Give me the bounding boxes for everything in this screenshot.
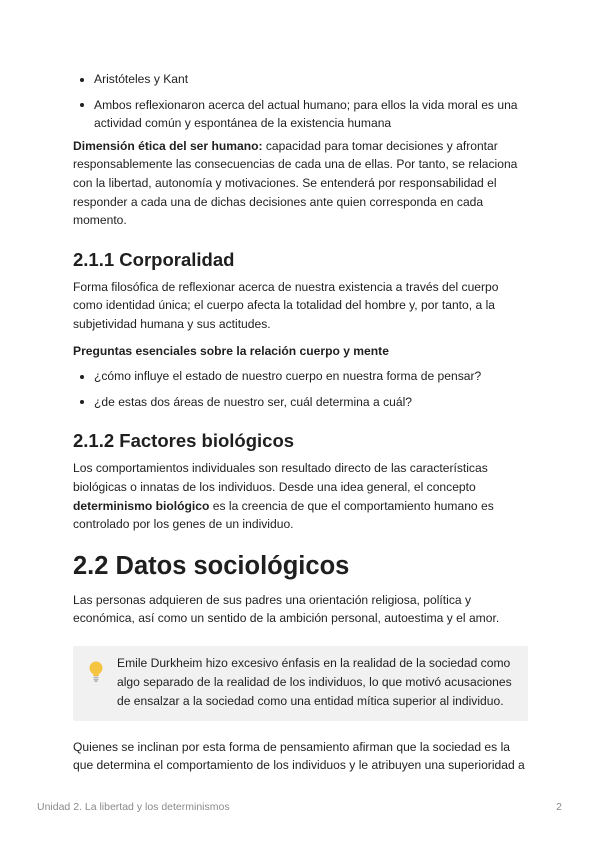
footer-unit-title: Unidad 2. La libertad y los determinismos bbox=[37, 801, 230, 813]
heading-corporalidad: 2.1.1 Corporalidad bbox=[73, 248, 235, 270]
biologicos-bold-term: determinismo biológico bbox=[73, 498, 210, 513]
sociologicos-paragraph: Las personas adquieren de sus padres una orientación religiosa, política y económica, así como un sentido de la ambición personal, autoestima y el amor. bbox=[73, 592, 500, 626]
heading-datos-sociologicos: 2.2 Datos sociológicos bbox=[73, 551, 350, 580]
lightbulb-icon bbox=[87, 660, 105, 682]
biologicos-text-before: Los comportamientos individuales son resultado directo de las características biológicas o innatas de los individuos. Desde una idea general, el concepto bbox=[73, 461, 488, 494]
heading-factores-biologicos: 2.1.2 Factores biológicos bbox=[73, 430, 295, 452]
page-number: 2 bbox=[556, 801, 562, 813]
bullet-list-intro bbox=[73, 70, 528, 133]
list-item: ¿cómo influye el estado de nuestro cuerpo en nuestra forma de pensar? bbox=[73, 367, 528, 386]
dimension-paragraph bbox=[73, 137, 528, 230]
questions-title: Preguntas esenciales sobre la relación cuerpo y mente bbox=[73, 343, 389, 358]
questions-list bbox=[73, 367, 528, 411]
biologicos-text-after: es la creencia de que el comportamiento humano es controlado por los genes de un individuo. bbox=[73, 498, 494, 532]
list-item: Aristóteles y Kant bbox=[73, 70, 528, 89]
dimension-text: capacidad para tomar decisiones y afrontar responsablemente las consecuencias de cada una de ellas. Por tanto, se relaciona con la libertad, autonomía y motivaciones. Se entenderá por responsabilidad el responder a cada una de dichas decisiones ante quien corresponda en cada momento. bbox=[73, 138, 518, 228]
callout-text: Emile Durkheim hizo excesivo énfasis en la realidad de la sociedad como algo separado de la realidad de los individuos, lo que motivó acusaciones de ensalzar a la sociedad como una entidad mítica superior al individuo. bbox=[117, 655, 512, 708]
closing-paragraph: Quienes se inclinan por esta forma de pensamiento afirman que la sociedad es la que determina el comportamiento de los individuos y le atribuyen una superioridad a bbox=[73, 739, 525, 773]
corporalidad-paragraph: Forma filosófica de reflexionar acerca de nuestra existencia a través del cuerpo como identidad única; el cuerpo afecta la totalidad del hombre y, por tanto, a la subjetividad humana y sus actitudes. bbox=[73, 279, 499, 331]
dimension-label: Dimensión ética del ser humano: bbox=[73, 138, 263, 153]
list-item: ¿de estas dos áreas de nuestro ser, cuál determina a cuál? bbox=[73, 393, 528, 412]
callout-box bbox=[73, 646, 528, 721]
document-page bbox=[73, 70, 528, 775]
biologicos-paragraph bbox=[73, 459, 528, 533]
list-item: Ambos reflexionaron acerca del actual humano; para ellos la vida moral es una actividad común y espontánea de la existencia humana bbox=[73, 96, 528, 133]
